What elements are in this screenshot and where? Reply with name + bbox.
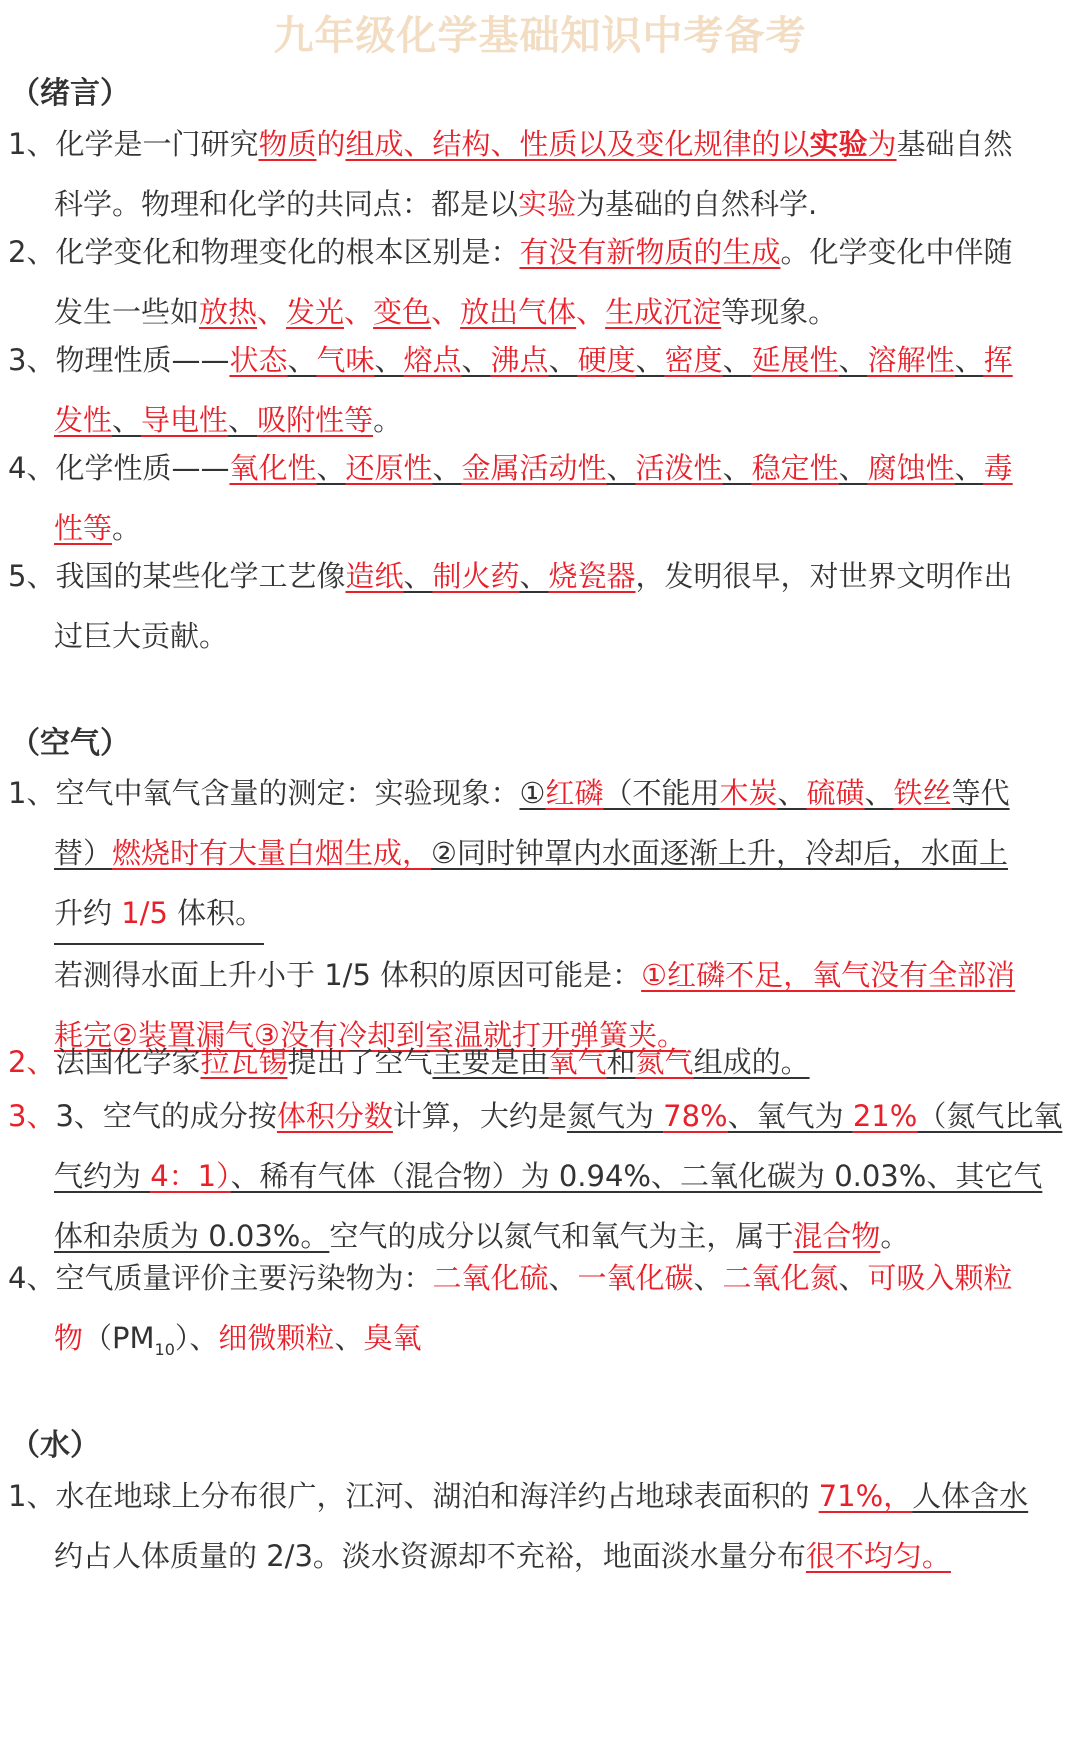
section-heading-water: （水）: [10, 1428, 100, 1463]
air-item-1-line-4: 若测得水面上升小于 1/5 体积的原因可能是：①红磷不足，氧气没有全部消: [54, 958, 1016, 992]
section-heading-air: （空气）: [10, 726, 130, 761]
air-item-1-line-1: 1、空气中氧气含量的测定：实验现象：①红磷（不能用木炭、硫磺、铁丝等代: [8, 776, 1010, 810]
intro-item-5: [8, 546, 1070, 666]
air-item-1-line-3: 升约 1/5 体积。: [8, 883, 1070, 945]
water-item-1-line-2: 约占人体质量的 2/3。淡水资源却不充裕，地面淡水量分布很不均匀。: [54, 1539, 951, 1573]
air-item-1-line-2: 替）燃烧时有大量白烟生成，②同时钟罩内水面逐渐上升，冷却后，水面上: [54, 836, 1009, 870]
intro-item-4-line-2: 性等。: [54, 511, 142, 545]
intro-item-5-line-1: 5、我国的某些化学工艺像造纸、制火药、烧瓷器，发明很早，对世界文明作出: [8, 559, 1013, 593]
intro-item-4: [8, 438, 1070, 558]
intro-item-1-line-2: 科学。物理和化学的共同点：都是以实验为基础的自然科学.: [54, 187, 818, 221]
section-heading-intro: （绪言）: [10, 76, 130, 111]
intro-item-3-line-2: 发性、导电性、吸附性等。: [54, 403, 403, 437]
water-item-1: [8, 1466, 1070, 1586]
air-item-3-line-2: 气约为 4：1）、稀有气体（混合物）为 0.94%、二氧化碳为 0.03%、其它气: [54, 1159, 1043, 1193]
intro-item-3: [8, 330, 1070, 450]
page-title: 九年级化学基础知识中考备考: [273, 13, 807, 59]
intro-item-2: [8, 222, 1070, 342]
intro-item-4-line-1: 4、化学性质——氧化性、还原性、金属活动性、活泼性、稳定性、腐蚀性、毒: [8, 451, 1013, 485]
air-item-1-line-5: 耗完②装置漏气③没有冷却到室温就打开弹簧夹。: [54, 1018, 686, 1052]
air-item-4-line-2: 物$(PM_{10})$、细微颗粒、臭氧: [54, 1321, 422, 1359]
intro-item-5-line-2: 过巨大贡献。: [54, 619, 229, 653]
air-item-3-line-1: 3、3、空气的成分按体积分数计算，大约是氮气为 78%、氧气为 21%（氮气比氧: [8, 1099, 1063, 1133]
intro-item-3-line-1: 3、物理性质——状态、气味、熔点、沸点、硬度、密度、延展性、溶解性、挥: [8, 343, 1013, 377]
intro-item-1: [8, 114, 1070, 234]
air-item-4: [8, 1248, 1070, 1380]
intro-item-2-line-2: 发生一些如放热、发光、变色、放出气体、生成沉淀等现象。: [54, 295, 838, 329]
air-item-2-line-1: 2、法国化学家拉瓦锡提出了空气主要是由氧气和氮气组成的。: [8, 1045, 810, 1079]
air-item-3-line-3: 体和杂质为 0.03%。空气的成分以氮气和氧气为主，属于混合物。: [54, 1219, 910, 1253]
intro-item-1-line-1: 1、化学是一门研究物质的组成、结构、性质以及变化规律的以实验为基础自然: [8, 127, 1013, 161]
air-item-2: [8, 1032, 1070, 1092]
air-item-3: [8, 1086, 1070, 1266]
intro-item-2-line-1: 2、化学变化和物理变化的根本区别是：有没有新物质的生成。化学变化中伴随: [8, 235, 1013, 269]
air-item-1: [8, 763, 1070, 1065]
air-item-4-line-1: 4、空气质量评价主要污染物为：二氧化硫、一氧化碳、二氧化氮、可吸入颗粒: [8, 1261, 1013, 1295]
water-item-1-line-1: 1、水在地球上分布很广，江河、湖泊和海洋约占地球表面积的 71%，人体含水: [8, 1479, 1029, 1513]
